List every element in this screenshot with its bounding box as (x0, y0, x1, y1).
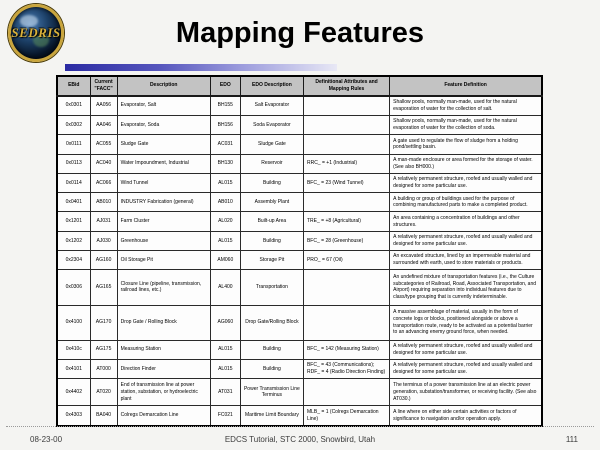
table-cell: 0x1202 (57, 231, 90, 250)
table-cell: Building (240, 340, 303, 359)
column-header-edo: EDO (210, 76, 240, 96)
table-cell: Water Impoundment, Industrial (117, 154, 210, 173)
table-row (57, 270, 542, 305)
table-row (57, 305, 542, 340)
table-cell: Evaporator, Salt (117, 96, 210, 116)
table-cell: Sludge Gate (117, 135, 210, 154)
table-cell: AC066 (90, 173, 117, 192)
table-cell (303, 115, 389, 134)
table-cell: AG060 (210, 305, 240, 340)
table-cell: 0x2304 (57, 251, 90, 270)
table-cell: 0x0302 (57, 115, 90, 134)
table-cell: An area containing a concentration of buildings and other structures. (390, 212, 542, 231)
table-cell: 0x4402 (57, 379, 90, 406)
footer-divider (6, 426, 594, 427)
footer-page-number: 111 (565, 435, 578, 444)
table-cell: AC031 (210, 135, 240, 154)
table-cell: 0x1201 (57, 212, 90, 231)
table-cell: 0x0111 (57, 135, 90, 154)
table-cell: An excavated structure, lined by an impermeable material and surrounded with earth, used to store materials or products. (390, 251, 542, 270)
table-header-row (57, 76, 542, 96)
table-cell: FC021 (210, 406, 240, 426)
title-accent-bar (65, 64, 337, 71)
sedris-logo (8, 4, 64, 62)
table-row (57, 359, 542, 378)
table-cell: AL400 (210, 270, 240, 305)
table-cell: Oil Storage Pit (117, 251, 210, 270)
table-cell (303, 135, 389, 154)
table-cell: Salt Evaporator (240, 96, 303, 116)
table-cell: AB010 (90, 193, 117, 212)
table-cell: AL015 (210, 359, 240, 378)
footer-date: 08-23-00 (30, 435, 63, 444)
table-cell: RRC_ = +1 (Industrial) (303, 154, 389, 173)
column-header-feature-definition: Feature Definition (390, 76, 542, 96)
table-cell: Building (240, 173, 303, 192)
table-row (57, 379, 542, 406)
table-cell: MLB_ = 1 (Colregs Demarcation Line) (303, 406, 389, 426)
table-row (57, 193, 542, 212)
table-cell: The terminus of a power transmission line at an electric power generation, substation/transformer, or receiving facility. (See also AT030.) (390, 379, 542, 406)
table-cell: Greenhouse (117, 231, 210, 250)
table-cell: A relatively permanent structure, roofed and usually walled and designed for some particular use. (390, 359, 542, 378)
table-cell: Shallow pools, normally man-made, used for the natural evaporation of water for the collection of salt. (390, 96, 542, 116)
table-cell: 0x4303 (57, 406, 90, 426)
table-cell: AC040 (90, 154, 117, 173)
table-cell: 0x4101 (57, 359, 90, 378)
table-body (57, 96, 542, 427)
table-cell: Maritime Limit Boundary (240, 406, 303, 426)
table-cell: 0x0114 (57, 173, 90, 192)
table-cell: AG170 (90, 305, 117, 340)
table-cell: TRE_ = +8 (Agricultural) (303, 212, 389, 231)
table-cell: BH156 (210, 115, 240, 134)
table-cell: Closure Line (pipeline, transmission, railroad lines, etc.) (117, 270, 210, 305)
table-cell (303, 305, 389, 340)
table-cell (303, 270, 389, 305)
table-cell: AT000 (90, 359, 117, 378)
column-header-edo-description: EDO Description (240, 76, 303, 96)
table-cell: AA046 (90, 115, 117, 134)
table-row (57, 231, 542, 250)
table-cell: AA056 (90, 96, 117, 116)
table-cell: Evaporator, Soda (117, 115, 210, 134)
table-cell: Reservoir (240, 154, 303, 173)
table-cell: 0x4100 (57, 305, 90, 340)
table-cell: A relatively permanent structure, roofed and usually walled and designed for some particular use. (390, 231, 542, 250)
table-cell: An undefined mixture of transportation features (i.e., the Culture subcategories of Railroad, Road, Associated Transportation, and Airport) requiring separation into individual features due to class/type grouping that is currently indeterminable. (390, 270, 542, 305)
table-cell: Soda Evaporator (240, 115, 303, 134)
table-cell: AC055 (90, 135, 117, 154)
table-cell (303, 96, 389, 116)
table-row (57, 251, 542, 270)
table-cell: AL015 (210, 173, 240, 192)
table-cell (303, 379, 389, 406)
table-cell (303, 193, 389, 212)
table-cell: Storage Pit (240, 251, 303, 270)
table-cell: PRO_ = 67 (Oil) (303, 251, 389, 270)
table-cell: Building (240, 231, 303, 250)
table-cell: 0x0301 (57, 96, 90, 116)
table-cell: Farm Cluster (117, 212, 210, 231)
table-row (57, 212, 542, 231)
table-cell: AJ031 (90, 212, 117, 231)
table-cell: AG175 (90, 340, 117, 359)
column-header-current-facc: Current "FACC" (90, 76, 117, 96)
mapping-table (56, 75, 543, 427)
table-cell: Transportation (240, 270, 303, 305)
column-header-mapping-rules: Definitional Attributes and Mapping Rules (303, 76, 389, 96)
table-row (57, 115, 542, 134)
table-row (57, 96, 542, 116)
table-cell: AT031 (210, 379, 240, 406)
table-cell: Direction Finder (117, 359, 210, 378)
logo-text: SEDRIS (11, 25, 61, 40)
table-cell: AJ030 (90, 231, 117, 250)
table-cell: A gate used to regulate the flow of sludge from a holding pond/settling basin. (390, 135, 542, 154)
table-cell: BH130 (210, 154, 240, 173)
table-row (57, 406, 542, 426)
table-cell: 0x410c (57, 340, 90, 359)
table-cell: BFC_ = 142 (Measuring Station) (303, 340, 389, 359)
table-cell: Sludge Gate (240, 135, 303, 154)
table-cell: Power Transmission Line Terminus (240, 379, 303, 406)
table-cell: BH155 (210, 96, 240, 116)
table-row (57, 135, 542, 154)
table-cell: AM060 (210, 251, 240, 270)
table-cell: A relatively permanent structure, roofed and usually walled and designed for some particular use. (390, 340, 542, 359)
table-cell: A relatively permanent structure, roofed and usually walled and designed for some particular use. (390, 173, 542, 192)
table-cell: AL015 (210, 340, 240, 359)
table-row (57, 173, 542, 192)
column-header-description: Description (117, 76, 210, 96)
table-cell: BFC_ = 43 (Communications); RDF_ = 4 (Radio Direction Finding) (303, 359, 389, 378)
table-cell: Drop Gate/Rolling Block (240, 305, 303, 340)
table-cell: AB010 (210, 193, 240, 212)
table-cell: AL015 (210, 231, 240, 250)
page-title: Mapping Features (175, 17, 425, 49)
table-row (57, 340, 542, 359)
table-cell: Drop Gate / Rolling Block (117, 305, 210, 340)
table-cell: A line where on either side certain activities or factors of significance to navigation and/or operation apply. (390, 406, 542, 426)
table-cell: Assembly Plant (240, 193, 303, 212)
table-cell: INDUSTRY Fabrication (general) (117, 193, 210, 212)
table-cell: A man-made enclosure or area formed for the storage of water. (See also BH000.) (390, 154, 542, 173)
table-cell: BFC_ = 28 (Greenhouse) (303, 231, 389, 250)
table-cell: 0x0113 (57, 154, 90, 173)
table-cell: Wind Tunnel (117, 173, 210, 192)
footer (0, 435, 600, 447)
table-cell: End of transmission line at power station, substation, or hydroelectric plant (117, 379, 210, 406)
table-cell: AG160 (90, 251, 117, 270)
table-cell: 0x0401 (57, 193, 90, 212)
table-cell: BA040 (90, 406, 117, 426)
table-cell: BFC_ = 23 (Wind Tunnel) (303, 173, 389, 192)
table-cell: A massive assemblage of material, usually in the form of concrete logs or blocks, positioned alongside or above a transportation route, ready to be activated as a potential barrier to an advancing enemy ground force, when needed. (390, 305, 542, 340)
table-cell: Built-up Area (240, 212, 303, 231)
table-cell: Colregs Demarcation Line (117, 406, 210, 426)
table-cell: AT020 (90, 379, 117, 406)
column-header-ebid: EBid (57, 76, 90, 96)
table-cell: 0x0306 (57, 270, 90, 305)
table-cell: Measuring Station (117, 340, 210, 359)
table-cell: Building (240, 359, 303, 378)
table-cell: Shallow pools, normally man-made, used for the natural evaporation of water for the collection of soda. (390, 115, 542, 134)
footer-title: EDCS Tutorial, STC 2000, Snowbird, Utah (224, 435, 376, 444)
table-row (57, 154, 542, 173)
table-cell: AL020 (210, 212, 240, 231)
table-cell: A building or group of buildings used for the purpose of combining manufactured parts to make a completed product. (390, 193, 542, 212)
table-cell: AG165 (90, 270, 117, 305)
